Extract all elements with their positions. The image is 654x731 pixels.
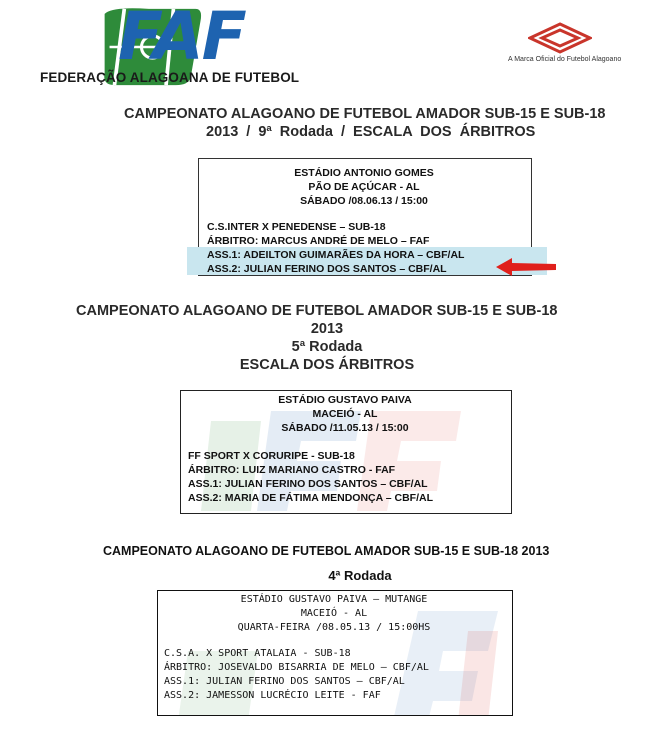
- sponsor-caption: A Marca Oficial do Futebol Alagoano: [508, 56, 622, 63]
- section1-referee: ÁRBITRO: MARCUS ANDRÉ DE MELO – FAF: [207, 235, 430, 247]
- faf-wordmark: FAF: [118, 0, 245, 75]
- section2-venue: ESTÁDIO GUSTAVO PAIVA: [278, 394, 412, 406]
- section2-match: FF SPORT X CORURIPE - SUB-18: [188, 450, 355, 462]
- section3-referee: ÁRBITRO: JOSEVALDO BISARRIA DE MELO – CBF/AL: [164, 662, 429, 673]
- umbro-diamond-icon: [528, 22, 592, 54]
- section3-title-line2: 4ª Rodada: [328, 568, 392, 583]
- section2-title-line4: ESCALA DOS ÁRBITROS: [239, 357, 415, 373]
- section2-title-line2: 2013: [310, 321, 344, 337]
- section1-assistant1: ASS.1: ADEILTON GUIMARÃES DA HORA – CBF/AL: [207, 249, 465, 261]
- section1-title-line2: 2013 / 9ª Rodada / ESCALA DOS ÁRBITROS: [206, 124, 536, 140]
- section1-venue: ESTÁDIO ANTONIO GOMES: [294, 167, 434, 179]
- section3-title-line1: CAMPEONATO ALAGOANO DE FUTEBOL AMADOR SUB-15 E SUB-18 2013: [103, 544, 550, 558]
- section2-date: SÁBADO /11.05.13 / 15:00: [281, 422, 409, 434]
- red-arrow-icon: [494, 256, 558, 278]
- section2-assistant1: ASS.1: JULIAN FERINO DOS SANTOS – CBF/AL: [188, 478, 428, 490]
- section1-assistant2: ASS.2: JULIAN FERINO DOS SANTOS – CBF/AL: [207, 263, 447, 275]
- federation-name: FEDERAÇÃO ALAGOANA DE FUTEBOL: [40, 70, 300, 85]
- section3-date: QUARTA-FEIRA /08.05.13 / 15:00HS: [237, 622, 431, 633]
- section2-title-line1: CAMPEONATO ALAGOANO DE FUTEBOL AMADOR SUB-15 E SUB-18: [76, 303, 558, 319]
- section2-assistant2: ASS.2: MARIA DE FÁTIMA MENDONÇA – CBF/AL: [188, 492, 433, 504]
- section2-referee: ÁRBITRO: LUIZ MARIANO CASTRO - FAF: [188, 464, 396, 476]
- section2-title-line3: 5ª Rodada: [291, 339, 363, 355]
- section1-date: SÁBADO /08.06.13 / 15:00: [300, 195, 428, 207]
- section3-city: MACEIÓ - AL: [300, 608, 368, 619]
- section3-assistant1: ASS.1: JULIAN FERINO DOS SANTOS – CBF/AL: [164, 676, 405, 687]
- section1-city: PÃO DE AÇÚCAR - AL: [308, 181, 420, 193]
- section3-match: C.S.A. X SPORT ATALAIA - SUB-18: [164, 648, 351, 659]
- section3-venue: ESTÁDIO GUSTAVO PAIVA – MUTANGE: [240, 594, 428, 605]
- section3-assistant2: ASS.2: JAMESSON LUCRÉCIO LEITE - FAF: [164, 690, 381, 701]
- section1-match: C.S.INTER X PENEDENSE – SUB-18: [207, 221, 386, 233]
- section2-city: MACEIÓ - AL: [312, 408, 378, 420]
- section1-title-line1: CAMPEONATO ALAGOANO DE FUTEBOL AMADOR SUB-15 E SUB-18: [124, 106, 606, 122]
